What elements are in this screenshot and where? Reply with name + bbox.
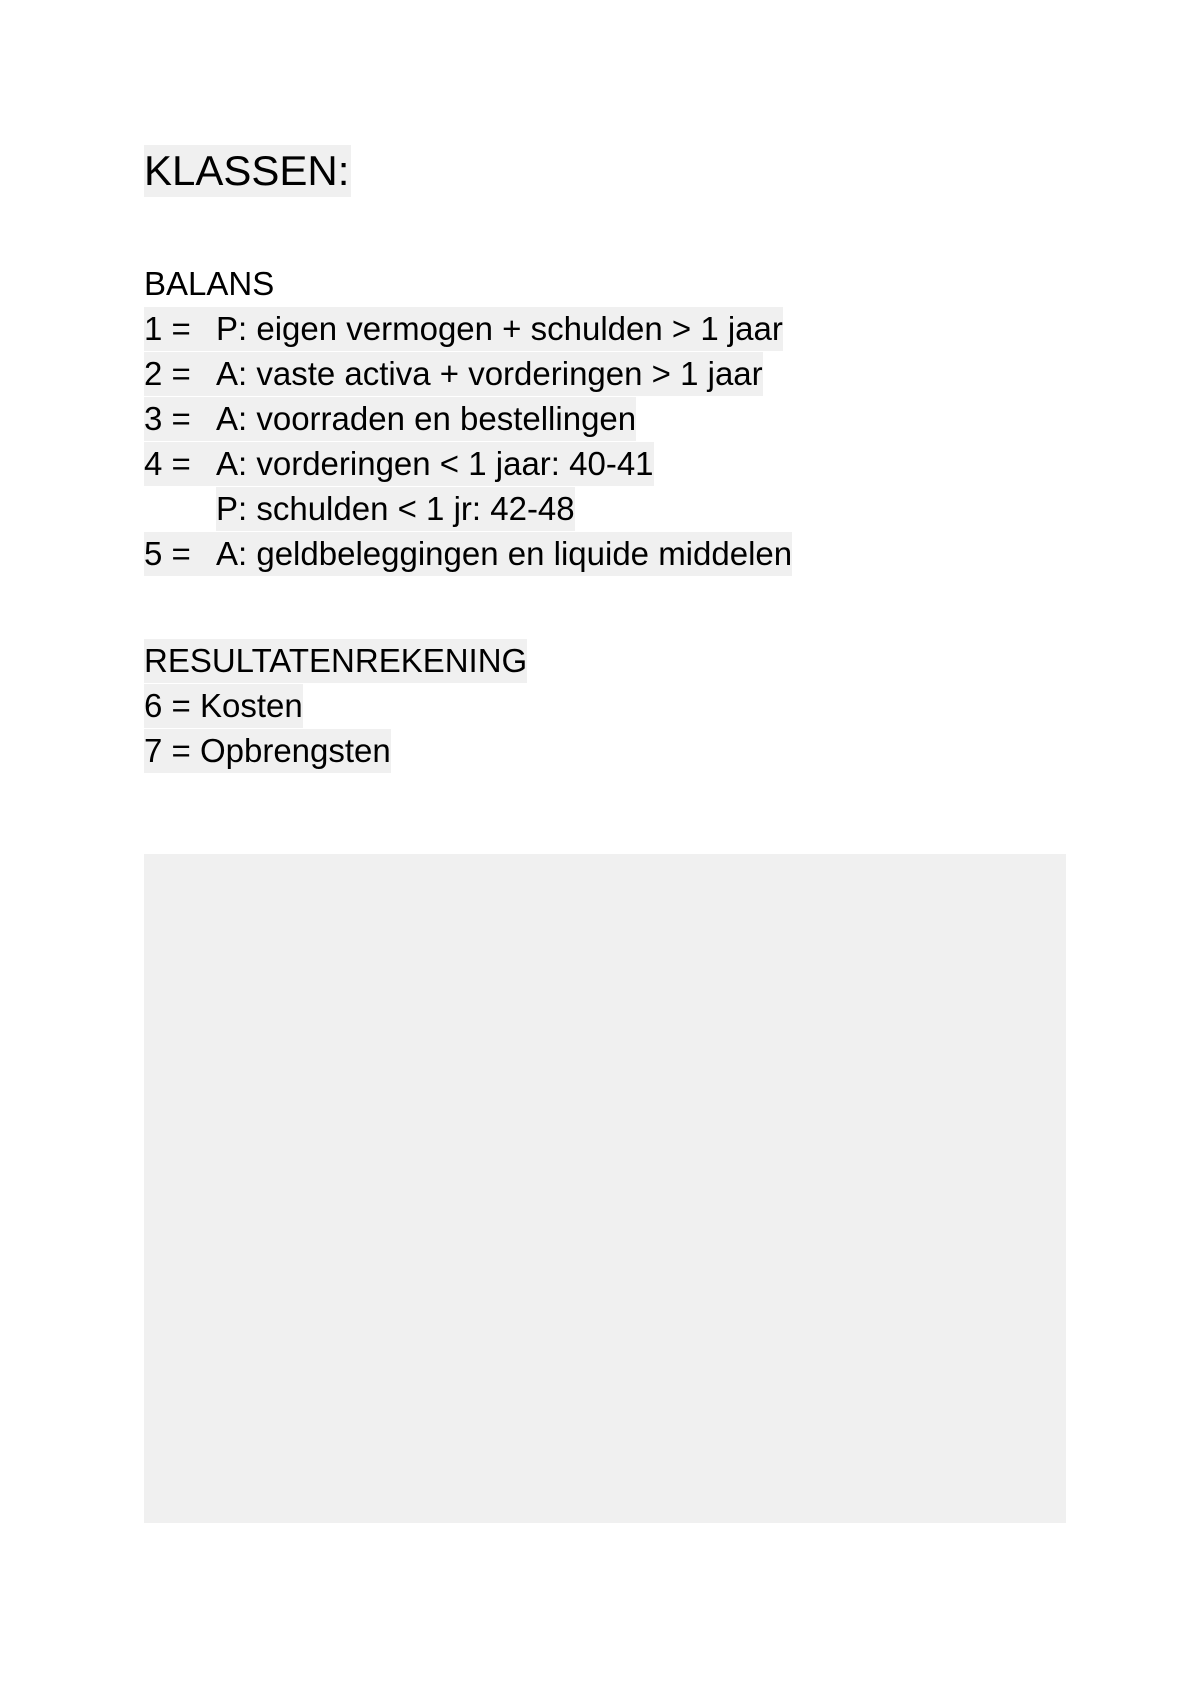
balans-row-number: 1 = — [144, 307, 216, 351]
balans-row — [144, 397, 636, 441]
balans-row-text: A: vorderingen < 1 jaar: 40-41 — [216, 442, 654, 486]
balans-row-number: 5 = — [144, 532, 216, 576]
resultaten-row — [144, 684, 303, 728]
balans-row — [144, 352, 763, 396]
resultatenrekening-heading: RESULTATENREKENING — [144, 639, 527, 683]
resultaten-row-text: 7 = Opbrengsten — [144, 729, 391, 773]
balans-row — [216, 487, 575, 531]
image-placeholder — [144, 854, 1066, 1523]
balans-row-number: 4 = — [144, 442, 216, 486]
balans-row-text: A: voorraden en bestellingen — [216, 397, 636, 441]
resultaten-row — [144, 729, 391, 773]
balans-row — [144, 307, 783, 351]
balans-row — [144, 442, 654, 486]
balans-row-number: 2 = — [144, 352, 216, 396]
balans-row-text: P: schulden < 1 jr: 42-48 — [216, 487, 575, 531]
balans-row-text: A: vaste activa + vorderingen > 1 jaar — [216, 352, 763, 396]
balans-row-text: P: eigen vermogen + schulden > 1 jaar — [216, 307, 783, 351]
balans-row-number: 3 = — [144, 397, 216, 441]
resultaten-row-text: 6 = Kosten — [144, 684, 303, 728]
balans-heading: BALANS — [144, 265, 275, 302]
balans-row-text: A: geldbeleggingen en liquide middelen — [216, 532, 792, 576]
page-title: KLASSEN: — [144, 145, 351, 197]
balans-row — [144, 532, 792, 576]
